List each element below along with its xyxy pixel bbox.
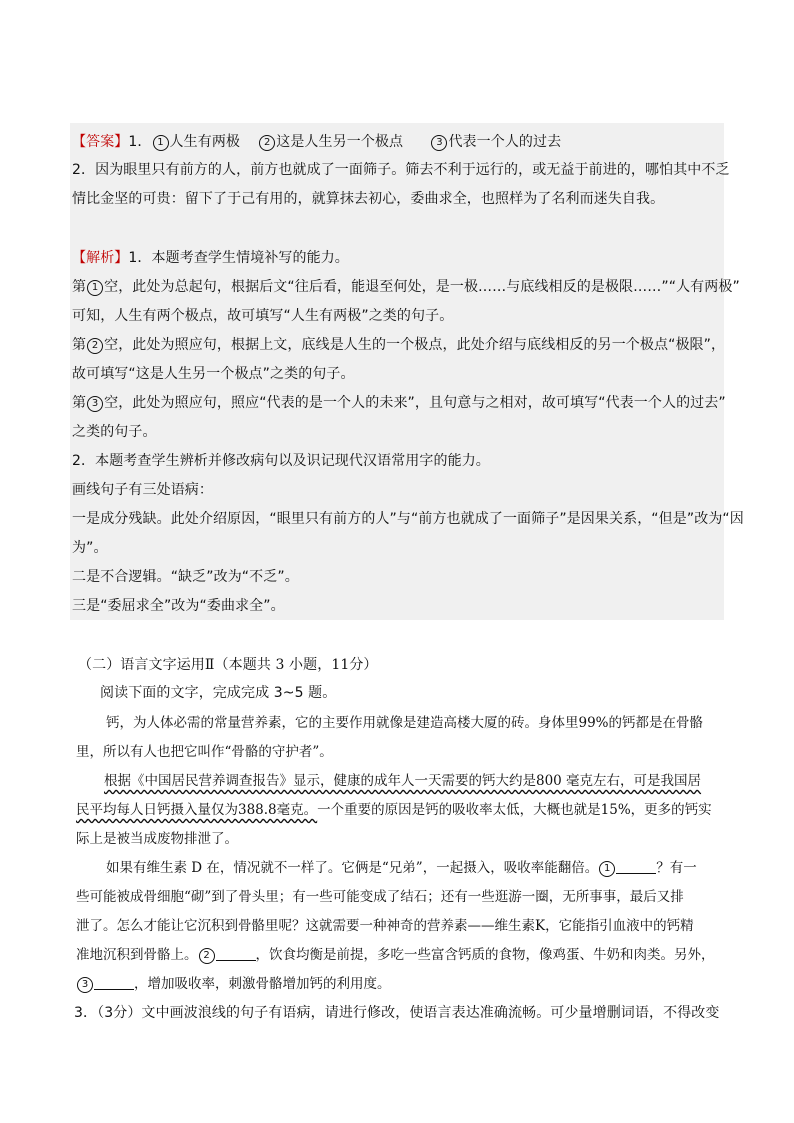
section-intro: 阅读下面的文字，完成完成 3~5 题。 (100, 685, 337, 701)
passage-p1-line-2: 里，所以有人也把它叫作“骨骼的守护者”。 (76, 744, 333, 760)
analysis-line-4: 第 2 空，此处为照应句，根据上文，底线是人生的一个极点，此处介绍与底线相反的另一个极点“极限”， (72, 337, 726, 353)
analysis-line-3: 可知，人生有两个极点，故可填写“人生有两极”之类的句子。 (72, 308, 454, 324)
analysis-line-5: 故可填写“这是人生另一个极点”之类的句子。 (72, 366, 355, 382)
analysis-line-10: 一是成分残缺。此处介绍原因，“眼里只有前方的人”与“前方也就成了一面筛子”是因果关系，“但是”改为“因 (72, 511, 744, 527)
blank-3[interactable] (94, 977, 134, 990)
circled-number-3: 3 (77, 977, 93, 993)
passage-p3-line-5: 3 ，增加吸收率，刺激骨骼增加钙的利用度。 (76, 975, 391, 993)
answer-line-2: 2．因为眼里只有前方的人，前方也就成了一面筛子。筛去不利于远行的，或无益于前进的，哪怕其中不乏 (72, 162, 730, 178)
analysis-line-2: 第 1 空，此处为总起句，根据后文“往后看，能退至何处，是一极……与底线相反的是极限……”“人有两极” (72, 279, 740, 295)
circled-number-2: 2 (87, 338, 103, 354)
passage-wavy-sentence-line-1: 根据《中国居民营养调查报告》显示，健康的成年人一天需要的钙大约是800 毫克左右，可是我国居 (104, 773, 702, 789)
passage-p3-line-1: 如果有维生素 D 在，情况就不一样了。它俩是“兄弟”，一起摄入，吸收率能翻倍。 1 ？有一 (106, 860, 697, 876)
analysis-line-8: 2．本题考查学生辨析并修改病句以及识记现代汉语常用字的能力。 (72, 453, 490, 469)
passage-p3-line-3: 泄了。怎么才能让它沉积到骨骼里呢？这就需要一种神奇的营养素——维生素K，它能指引血液中的钙精 (76, 918, 694, 934)
circled-number-1: 1 (153, 135, 169, 151)
passage-p3-line-4: 准地沉积到骨骼上。 2 ，饮食均衡是前提，多吃一些富含钙质的食物，像鸡蛋、牛奶和肉类。另外， (76, 947, 715, 963)
analysis-line-9: 画线句子有三处语病： (72, 482, 213, 498)
passage-p1-line-1: 钙，为人体必需的常量营养素，它的主要作用就像是建造高楼大厦的砖。身体里99%的钙都是在骨骼 (106, 715, 704, 731)
passage-p2-line-3: 际上是被当成废物排泄了。 (76, 831, 238, 847)
question-3: 3．（3分）文中画波浪线的句子有语病，请进行修改，使语言表达准确流畅。可少量增删词语，不得改变 (74, 1005, 720, 1021)
blank-1[interactable] (616, 861, 656, 874)
analysis-line-6: 第 3 空，此处为照应句，照应“代表的是一个人的未来”，且句意与之相对，故可填写“代表一个人的过去” (72, 395, 726, 411)
passage-p2-line-2: 民平均每人日钙摄入量仅为388.8毫克。一个重要的原因是钙的吸收率太低，大概也就是15%，更多的钙实 (76, 802, 712, 818)
analysis-line-11: 为”。 (72, 540, 108, 556)
analysis-line-7: 之类的句子。 (72, 424, 157, 440)
section-heading: （二）语言文字运用Ⅱ（本题共 3 小题，11分） (78, 657, 378, 673)
answer-line-3: 情比金坚的可贵：留下了于己有用的，就算抹去初心，委曲求全，也照样为了名利而迷失自我。 (72, 191, 665, 207)
circled-number-2: 2 (199, 948, 215, 964)
circled-number-1: 1 (87, 280, 103, 296)
circled-number-1: 1 (599, 861, 615, 877)
analysis-line-1: 【解析】1．本题考查学生情境补写的能力。 (72, 250, 349, 266)
analysis-line-12: 二是不合逻辑。“缺乏”改为“不乏”。 (72, 569, 299, 585)
passage-p3-line-2: 些可能被成骨细胞“砌”到了骨头里；有一些可能变成了结石；还有一些逛游一圈，无所事事，最后又排 (76, 889, 684, 905)
blank-2[interactable] (216, 948, 256, 961)
circled-number-2: 2 (259, 135, 275, 151)
circled-number-3: 3 (87, 396, 103, 412)
answer-line-1: 【答案】1． 1 人生有两极 2 这是人生另一个极点 3 代表一个人的过去 (72, 134, 562, 150)
circled-number-3: 3 (431, 135, 447, 151)
analysis-label: 【解析】 (72, 250, 129, 266)
analysis-line-13: 三是“委屈求全”改为“委曲求全”。 (72, 598, 285, 614)
answer-label: 【答案】 (72, 134, 129, 150)
passage-wavy-sentence-line-2: 民平均每人日钙摄入量仅为388.8毫克。 (76, 802, 318, 818)
